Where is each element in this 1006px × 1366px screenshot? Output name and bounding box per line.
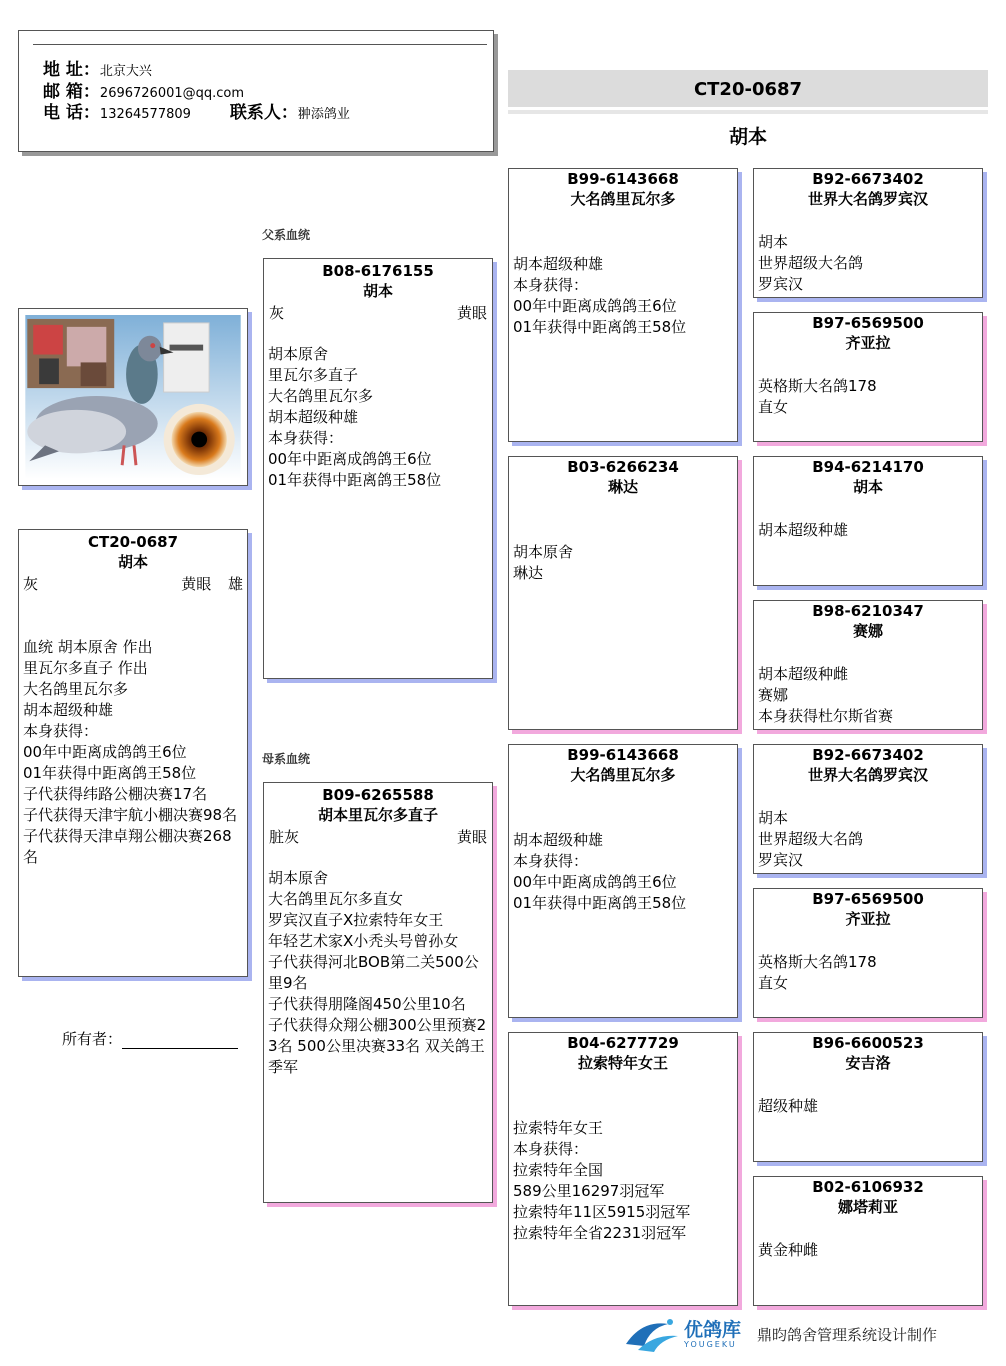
credit-text: 鼎昀鸽舍管理系统设计制作 [757,1325,938,1344]
subject-traits [19,573,247,595]
ggp-1-name: 世界大名鸽罗宾汉 [807,190,928,208]
dam-name: 胡本里瓦尔多直子 [317,806,438,824]
grandsire-maternal-card [508,744,738,1018]
ggp-2-notes: 英格斯大名鸽178 直女 [758,377,877,416]
ggp-1-ring: B92-6673402 [812,170,924,188]
pigeon-photo [18,308,248,486]
ggp-3-name: 胡本 [852,478,883,496]
dam-color: 脏灰 [269,828,300,846]
ggp-2-ring: B97-6569500 [812,314,924,332]
dam-card [263,782,493,1203]
subject-card [18,529,248,977]
subject-eye: 黄眼 [181,575,212,593]
granddam-paternal-ring: B03-6266234 [567,458,679,476]
sire-notes: 胡本原舍 里瓦尔多直子 大名鸽里瓦尔多 胡本超级种雄 本身获得： 00年中距离成鸽鸽王6位 01年获得中距离鸽王58位 [268,345,442,489]
ggp-3-notes: 胡本超级种雄 [758,521,849,539]
grandsire-paternal-ring: B99-6143668 [567,170,679,188]
ggp-5-notes: 胡本 世界超级大名鸽 罗宾汉 [758,809,864,869]
pigeon-image [25,315,241,479]
ggp-8-name: 娜塔莉亚 [837,1198,898,1216]
ggp-5-name: 世界大名鸽罗宾汉 [807,766,928,784]
granddam-maternal-name: 拉索特年女王 [577,1054,668,1072]
subject-color: 灰 [23,575,39,593]
grandsire-maternal-notes: 胡本超级种雄 本身获得： 00年中距离成鸽鸽王6位 01年获得中距离鸽王58位 [513,831,687,912]
title-name: 胡本 [728,126,767,148]
ggp-4-ring: B98-6210347 [812,602,924,620]
dam-traits [264,826,492,848]
address-label: 地 址： [43,60,100,80]
grandsire-paternal-card [508,168,738,442]
ggp-2-name: 齐亚拉 [845,334,891,352]
dam-ring: B09-6265588 [322,786,434,804]
ggp-5-card [753,744,983,874]
sire-eye: 黄眼 [456,304,487,322]
ggp-7-ring: B96-6600523 [812,1034,924,1052]
contact-person-value: 翀添鸽业 [297,107,350,122]
subject-name: 胡本 [117,553,148,571]
ggp-1-notes: 胡本 世界超级大名鸽 罗宾汉 [758,233,864,293]
granddam-maternal-card [508,1032,738,1306]
granddam-paternal-notes: 胡本原舍 琳达 [513,543,574,582]
owner-label: 所有者： [62,1030,123,1048]
brand-block [684,1320,741,1349]
ggp-5-ring: B92-6673402 [812,746,924,764]
sire-ring: B08-6176155 [322,262,434,280]
phone-label: 电 话： [43,103,100,123]
ggp-3-ring: B94-6214170 [812,458,924,476]
owner-blank [122,1033,238,1049]
dam-notes: 胡本原舍 大名鸽里瓦尔多直女 罗宾汉直子X拉索特年女王 年轻艺术家X小秃头号曾孙女 子代获得河北BOB第二关500公里9名 子代获得朋隆阁450公里10名 子代获得众翔公棚300公里预赛23名 500公里决赛33名 双关鸽王季军 [268,869,487,1076]
brand-name-en: YOUGEKU [684,1339,737,1349]
phone-line [43,98,350,123]
ggp-4-card [753,600,983,730]
ggp-7-notes: 超级种雄 [758,1097,819,1115]
brand-name: 优鸽库 [684,1318,742,1341]
paternal-label: 父系血统 [262,228,311,242]
ggp-4-notes: 胡本超级种雌 赛娜 本身获得杜尔斯省赛 [758,665,894,725]
granddam-paternal-card [508,456,738,730]
contact-box [18,30,494,152]
brand-logo-icon [620,1314,684,1354]
grandsire-paternal-name: 大名鸽里瓦尔多 [570,190,676,208]
granddam-maternal-ring: B04-6277729 [567,1034,679,1052]
grandsire-paternal-notes: 胡本超级种雄 本身获得： 00年中距离成鸽鸽王6位 01年获得中距离鸽王58位 [513,255,687,336]
dam-eye: 黄眼 [456,828,487,846]
ggp-6-ring: B97-6569500 [812,890,924,908]
ggp-7-card [753,1032,983,1162]
ggp-1-card [753,168,983,298]
subject-ring: CT20-0687 [87,533,179,551]
title-ring: CT20-0687 [508,70,988,110]
sire-traits [264,302,492,324]
sire-color: 灰 [269,304,285,322]
owner-field [62,1028,238,1049]
address-value: 北京大兴 [99,64,152,79]
ggp-7-name: 安吉洛 [845,1054,891,1072]
subject-sex: 雄 [227,575,243,593]
contact-rule [33,44,487,45]
granddam-paternal-name: 琳达 [607,478,638,496]
ggp-6-notes: 英格斯大名鸽178 直女 [758,953,877,992]
sire-card [263,258,493,679]
phone-value: 13264577809 [99,107,191,122]
ggp-8-card [753,1176,983,1306]
ggp-8-ring: B02-6106932 [812,1178,924,1196]
footer [620,1312,990,1356]
ggp-3-card [753,456,983,586]
maternal-label: 母系血统 [262,752,311,766]
ggp-6-card [753,888,983,1018]
email-value: 2696726001@qq.com [99,86,245,101]
sire-name: 胡本 [362,282,393,300]
grandsire-maternal-ring: B99-6143668 [567,746,679,764]
contact-person-label: 联系人： [229,103,298,123]
ggp-4-name: 赛娜 [852,622,883,640]
ggp-2-card [753,312,983,442]
ggp-6-name: 齐亚拉 [845,910,891,928]
grandsire-maternal-name: 大名鸽里瓦尔多 [570,766,676,784]
granddam-maternal-notes: 拉索特年女王 本身获得： 拉索特年全国 589公里16297羽冠军 拉索特年11区5915羽冠军 拉索特年全省2231羽冠军 [513,1119,691,1242]
subject-notes: 血统 胡本原舍 作出 里瓦尔多直子 作出 大名鸽里瓦尔多 胡本超级种雄 本身获得： 00年中距离成鸽鸽王6位 01年获得中距离鸽王58位 子代获得纬路公棚决赛17名 子代获得天津宇航小棚决赛98名 子代获得天津卓翔公棚决赛268名 [23,638,238,866]
email-label: 邮 箱： [43,82,100,102]
ggp-8-notes: 黄金种雌 [758,1241,819,1259]
